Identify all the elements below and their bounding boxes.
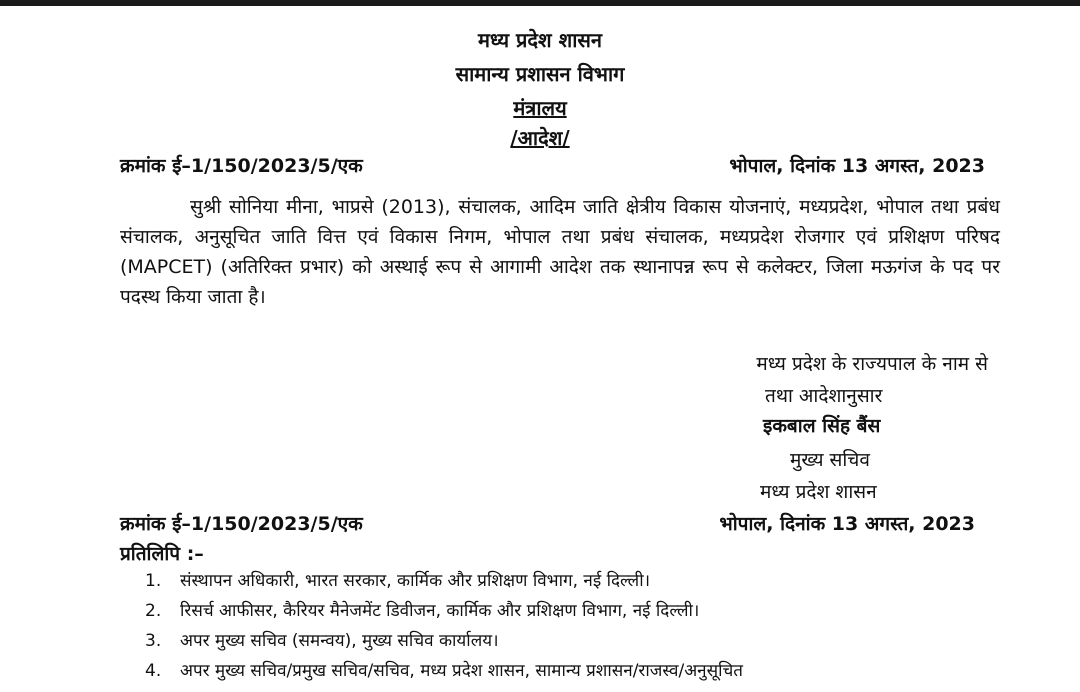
list-item-text: अपर मुख्य सचिव (समन्वय), मुख्य सचिव कार्यालय। (180, 631, 499, 651)
order-ref-number: क्रमांक ई–1/150/2023/5/एक (120, 155, 363, 177)
doc-type-wrap (0, 124, 1080, 151)
list-item (145, 626, 1025, 656)
list-item-number: 2. (145, 601, 162, 621)
government-heading: मध्य प्रदेश शासन (477, 28, 602, 52)
list-item (145, 596, 1025, 626)
list-item (145, 656, 1025, 686)
office-heading-wrap (0, 94, 1080, 121)
order-body-text: सुश्री सोनिया मीना, भाप्रसे (2013), संचालक, आदिम जाति क्षेत्रीय विकास योजनाएं, मध्यप्रदेश, भोपाल तथा प्रबंध संचालक, अनुसूचित जाति वित्त एवं विकास निगम, भोपाल तथा प्रबंध संचालक, मध्यप्रदेश रोजगार एवं प्रशिक्षण परिषद (MAPCET) (अतिरिक्त प्रभार) को अस्थाई रूप से आगामी आदेश तक स्थानापन्न रूप से कलेक्टर, जिला मऊगंज के पद पर पदस्थ किया जाता है। (120, 196, 1000, 308)
signatory-designation: मुख्य सचिव (790, 449, 870, 471)
copy-ref-number: क्रमांक ई–1/150/2023/5/एक (120, 513, 363, 535)
list-item-text: अपर मुख्य सचिव/प्रमुख सचिव/सचिव, मध्य प्रदेश शासन, सामान्य प्रशासन/राजस्व/अनुसूचित (180, 661, 743, 681)
copy-heading: प्रतिलिपि :– (120, 543, 204, 565)
signature-authority-line: मध्य प्रदेश के राज्यपाल के नाम से (756, 353, 988, 375)
order-place-date: भोपाल, दिनांक 13 अगस्त, 2023 (729, 155, 985, 177)
doc-type-heading: /आदेश/ (510, 126, 570, 150)
list-item-number: 1. (145, 571, 162, 591)
signature-order-line: तथा आदेशानुसार (765, 385, 883, 407)
order-body (120, 192, 1000, 312)
copy-place-date: भोपाल, दिनांक 13 अगस्त, 2023 (719, 513, 975, 535)
office-heading: मंत्रालय (513, 96, 567, 120)
list-item-text: संस्थापन अधिकारी, भारत सरकार, कार्मिक और प्रशिक्षण विभाग, नई दिल्ली। (180, 571, 651, 591)
list-item-number: 4. (145, 661, 162, 681)
list-item (145, 566, 1025, 596)
signatory-organization: मध्य प्रदेश शासन (760, 481, 877, 503)
list-item-text: रिसर्च आफीसर, कैरियर मैनेजमेंट डिवीजन, कार्मिक और प्रशिक्षण विभाग, नई दिल्ली। (180, 601, 700, 621)
signatory-name: इकबाल सिंह बैंस (763, 415, 881, 437)
list-item-number: 3. (145, 631, 162, 651)
copy-recipient-list (145, 566, 1025, 686)
department-heading: सामान्य प्रशासन विभाग (455, 62, 625, 86)
